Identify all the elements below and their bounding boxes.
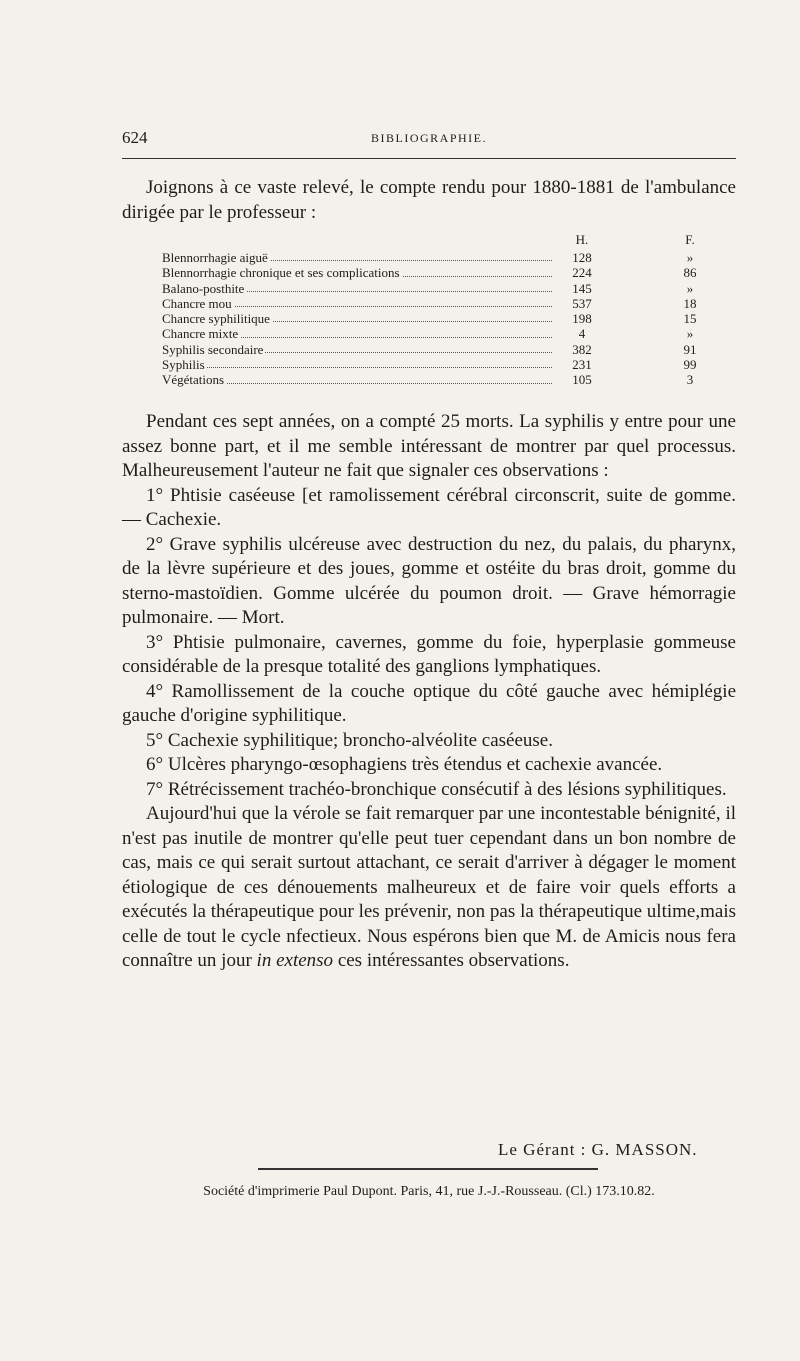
table-row	[162, 296, 722, 311]
closing-text-end: ces intéressantes observations.	[337, 950, 570, 971]
row-label-text: Blennorrhagie chronique et ses complications	[162, 265, 400, 281]
cell-f: 18	[683, 295, 697, 311]
cell-f: »	[686, 280, 694, 296]
intro-text: Joignons à ce vaste relevé, le compte rendu pour 1880-1881 de l'ambulance dirigée par le professeur :	[122, 177, 736, 223]
cell-h: 105	[572, 372, 592, 388]
row-label	[162, 281, 552, 296]
table-row	[162, 250, 722, 265]
table-row	[162, 326, 722, 341]
row-label	[162, 250, 552, 265]
row-label-text: Chancre mixte	[162, 326, 239, 342]
paragraph: 2° Grave syphilis ulcéreuse avec destruction du nez, du palais, du pharynx, de la lèvre supérieure et des joues, gomme et ostéite du bras droit, gomme du sterno-mastoïdien. Gomme ulcérée du poumon droit. — Grave hémorragie pulmonaire. — Mort.	[122, 533, 736, 628]
paragraph: 3° Phtisie pulmonaire, cavernes, gomme du foie, hyperplasie gommeuse considérable de la presque totalité des ganglions lymphatiques.	[122, 631, 736, 677]
cell-f: 99	[683, 357, 697, 373]
row-label	[162, 326, 552, 341]
page-number: 624	[122, 128, 148, 147]
paragraph: 4° Ramollissement de la couche optique du côté gauche avec hémiplégie gauche d'origine syphilitique.	[122, 680, 736, 726]
table-row	[162, 342, 722, 357]
row-label-text: Chancre mou	[162, 295, 232, 311]
table-row	[162, 372, 722, 387]
paragraph: 7° Rétrécissement trachéo-bronchique consécutif à des lésions syphilitiques.	[146, 778, 727, 800]
paragraph: 5° Cachexie syphilitique; broncho-alvéolite caséeuse.	[146, 729, 553, 751]
row-label	[162, 311, 552, 326]
cell-f: »	[686, 326, 694, 342]
closing-paragraph	[122, 802, 736, 974]
intro-paragraph	[122, 176, 736, 225]
cell-h: 382	[572, 341, 592, 357]
cell-f: 15	[683, 311, 697, 327]
cell-h: 4	[578, 326, 586, 342]
header-rule	[122, 158, 736, 159]
cell-f: »	[686, 250, 694, 265]
cell-h: 224	[572, 265, 592, 281]
row-label-text: Blennorrhagie aiguë	[162, 250, 268, 265]
column-header-h: H.	[575, 232, 589, 247]
paragraph: 1° Phtisie caséeuse [et ramolissement cérébral circonscrit, suite de gomme. — Cachexie.	[122, 484, 736, 530]
row-label-text: Chancre syphilitique	[162, 311, 270, 327]
cell-h: 145	[572, 280, 592, 296]
column-header-f: F.	[685, 232, 695, 247]
footer-rule	[258, 1168, 598, 1170]
cell-f: 91	[683, 341, 697, 357]
row-label	[162, 357, 552, 372]
row-label	[162, 372, 552, 387]
page-header	[122, 128, 736, 152]
table-row	[162, 357, 722, 372]
cell-h: 128	[572, 250, 592, 265]
row-label-text: Végétations	[162, 372, 225, 388]
row-label-text: Balano-posthite	[162, 280, 245, 296]
table-row	[162, 265, 722, 280]
cell-h: 231	[572, 357, 592, 373]
table-row	[162, 281, 722, 296]
cell-h: 198	[572, 311, 592, 327]
imprint: Société d'imprimerie Paul Dupont. Paris, 41, rue J.-J.-Rousseau. (Cl.) 173.10.82.	[203, 1184, 655, 1199]
table-row	[162, 311, 722, 326]
cell-f: 3	[686, 372, 694, 388]
cell-h: 537	[572, 295, 592, 311]
row-label	[162, 265, 552, 280]
running-head: BIBLIOGRAPHIE.	[371, 131, 487, 145]
closing-text: Aujourd'hui que la vérole se fait remarquer par une incontestable bénignité, il n'est pas inutile de montrer qu'elle peut tuer cependant dans un bon nombre de cas, mais ce qui serait surtout attachant, ce serait d'arriver à dégager le moment étiologique de ces dénouements malheureux et de faire voir quels efforts a exécutés la thérapeutique pour les prévenir, non pas la thérapeutique ultime,mais celle de tout le cycle nfectieux. Nous espérons bien que M. de Amicis nous fera connaître un jour	[122, 803, 736, 971]
signature: Le Gérant : G. MASSON.	[498, 1140, 698, 1159]
cell-f: 86	[683, 265, 697, 281]
paragraph: 6° Ulcères pharyngo-œsophagiens très étendus et cachexie avancée.	[146, 754, 663, 775]
row-label-text: Syphilis secondaire	[162, 341, 264, 357]
row-label-text: Syphilis	[162, 357, 205, 373]
main-text	[122, 410, 736, 974]
italic-phrase: in extenso	[256, 950, 334, 971]
paragraph: Pendant ces sept années, on a compté 25 morts. La syphilis y entre pour une assez bonne part, et il me semble intéressant de montrer par quel processus. Malheureusement l'auteur ne fait que signaler ces observations :	[122, 411, 736, 481]
statistics-table	[162, 232, 722, 388]
table-header	[162, 232, 722, 250]
row-label	[162, 296, 552, 311]
table-body	[162, 250, 722, 388]
row-label	[162, 342, 552, 357]
